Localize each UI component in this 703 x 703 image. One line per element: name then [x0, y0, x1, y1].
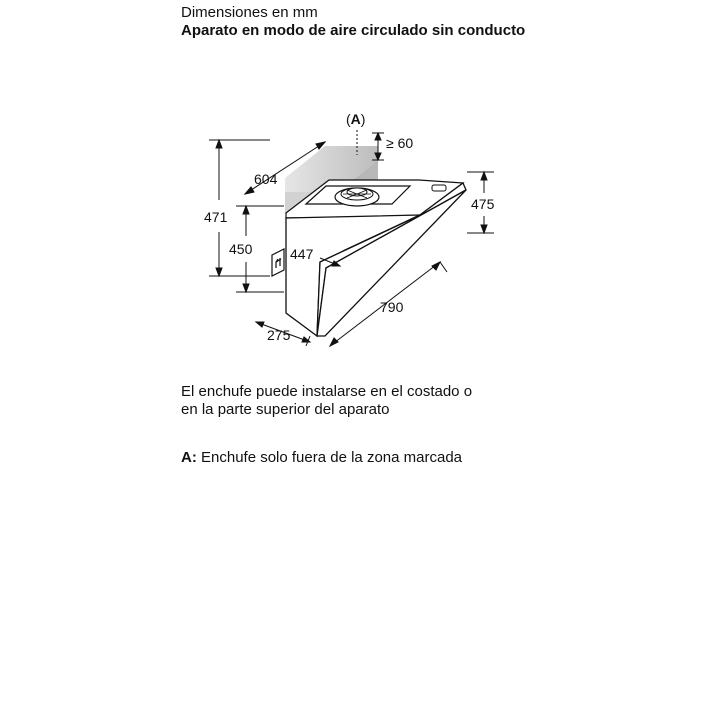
legend-text: Enchufe solo fuera de la zona marcada — [201, 449, 462, 466]
dim-depth-bottom: 790 — [380, 299, 404, 315]
page-title: Aparato en modo de aire circulado sin conducto — [181, 22, 526, 39]
legend-a — [181, 449, 681, 467]
dim-depth-side: 275 — [267, 327, 291, 343]
legend-key: A: — [181, 449, 197, 466]
dim-width-top: 604 — [254, 171, 278, 187]
callout-a-label: (A) — [346, 111, 366, 127]
dim-height-body: 450 — [229, 241, 253, 257]
dim-height-right: 475 — [471, 196, 495, 212]
plug-symbol-icon — [272, 249, 284, 276]
callout-a-letter: A — [350, 111, 361, 127]
dim-depth-top: 447 — [290, 246, 314, 262]
installation-note-line-2: en la parte superior del aparato — [181, 401, 390, 418]
dim-clearance: ≥ 60 — [386, 135, 414, 151]
installation-note — [181, 383, 681, 419]
installation-note-line-1: El enchufe puede instalarse en el costado o — [181, 383, 473, 400]
fan-motor-icon — [335, 188, 379, 206]
units-label: Dimensiones en mm — [181, 4, 318, 21]
dim-height-total: 471 — [204, 209, 228, 225]
